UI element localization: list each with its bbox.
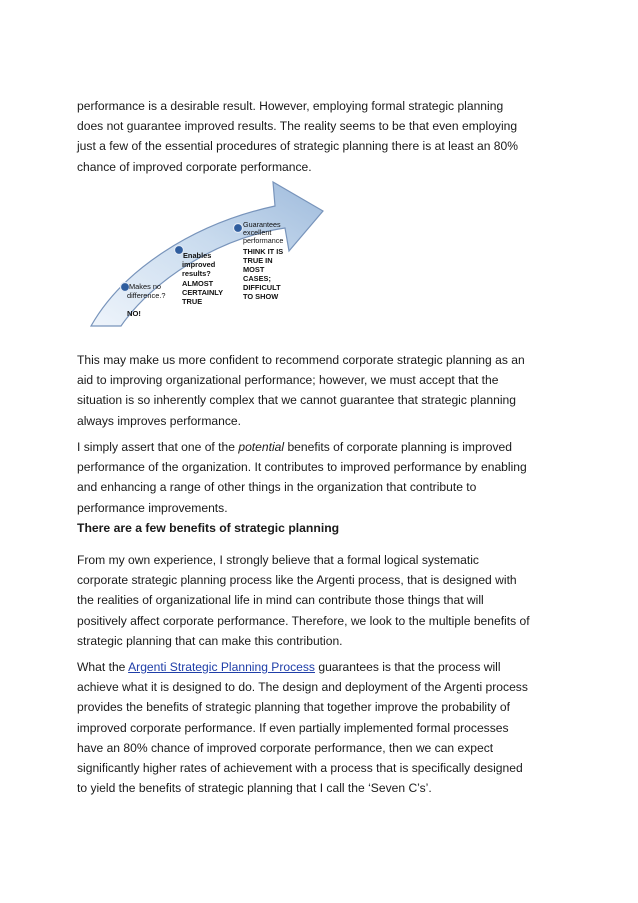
strategic-planning-arrow-diagram — [77, 176, 337, 334]
svg-text:Guarantees excellent — [243, 220, 283, 245]
text-line: positively affect corporate performance. Therefore, we look to the multiple benefits of — [77, 613, 530, 628]
argenti-process-link[interactable]: Argenti Strategic Planning Process — [128, 660, 315, 674]
stage-2-label-line: Enables — [183, 251, 212, 260]
text-segment: benefits of corporate planning is improved — [284, 440, 512, 454]
stage-3-label-line: Guarantees — [243, 220, 281, 229]
text-line: strategic planning that can make this contribution. — [77, 633, 343, 648]
text-line: and enhancing a range of other things in the organization that contribute to — [77, 480, 477, 495]
stage-3-verdict-line: THINK IT IS — [243, 247, 284, 256]
text-segment: What the — [77, 660, 129, 674]
experience-paragraph — [77, 550, 569, 651]
text-line: significantly higher rates of achievement with a process that is specifically designed — [77, 761, 523, 776]
text-line: aid to improving organizational performance; however, we must accept that the — [77, 373, 499, 388]
stage-3-verdict-line: MOST — [243, 265, 265, 274]
text-line: just a few of the essential procedures of strategic planning there is at least an 80% — [77, 139, 519, 154]
text-line: This may make us more confident to recommend corporate strategic planning as an — [77, 353, 525, 367]
text-line: chance of improved corporate performance. — [77, 159, 312, 174]
text-line: From my own experience, I strongly believe that a formal logical systematic — [77, 553, 479, 567]
text-line: have an 80% chance of improved corporate performance, then we can expect — [77, 740, 494, 755]
text-line: achieve what it is designed to do. The design and deployment of the Argenti process — [77, 680, 528, 695]
section-heading: There are a few benefits of strategic planning — [77, 521, 340, 535]
emphasis-text: potential — [238, 440, 285, 454]
text-line: does not guarantee improved results. The reality seems to be that even employing — [77, 119, 518, 134]
text-line: provides the benefits of strategic planning that together improve the probability of — [77, 700, 510, 715]
stage-3-verdict-line: TRUE IN — [243, 256, 273, 265]
stage-2-verdict-line: CERTAINLY — [182, 288, 223, 297]
svg-text:Makes no difference.? — [127, 282, 166, 300]
svg-text:Enables improved r — [182, 251, 225, 306]
intro-paragraph — [77, 96, 569, 177]
text-line: performance of the organization. It contributes to improved performance by enabling — [77, 460, 527, 475]
text-line: to yield the benefits of strategic planning that I call the ‘Seven C’s’. — [77, 781, 432, 796]
svg-text:THINK IT IS TRUE IN — [243, 247, 285, 301]
assertion-paragraph — [77, 437, 569, 518]
stage-3-verdict-line: DIFFICULT — [243, 283, 281, 292]
svg-text:NO! — [127, 309, 141, 318]
text-segment: I simply assert that one of the — [77, 440, 239, 454]
stage-1-verdict: NO! — [127, 309, 141, 318]
text-line: performance is a desirable result. However, employing formal strategic planning — [77, 99, 504, 113]
confidence-paragraph — [77, 350, 569, 431]
text-line: the realities of organizational life in mind can contribute those things that will — [77, 593, 484, 608]
stage-3-label-line: performance — [243, 236, 284, 245]
stage-3-verdict-line: TO SHOW — [243, 292, 279, 301]
stage-3-label-line: excellent — [243, 228, 272, 237]
text-line: improved corporate performance. If even partially implemented formal processes — [77, 720, 509, 735]
stage-1-label-line: Makes no — [129, 282, 162, 291]
text-segment: guarantees is that the process will — [314, 660, 501, 674]
argenti-paragraph — [77, 657, 569, 798]
text-line — [77, 437, 569, 457]
stage-1-label-line: difference.? — [127, 291, 166, 300]
text-line: performance improvements. — [77, 500, 228, 515]
text-line — [77, 657, 569, 677]
text-line: always improves performance. — [77, 413, 241, 428]
text-line: corporate strategic planning process like the Argenti process, that is designed with — [77, 573, 517, 588]
stage-2-verdict-line: TRUE — [182, 297, 203, 306]
text-line: situation is so inherently complex that we cannot guarantee that strategic planning — [77, 393, 517, 408]
stage-3-verdict-line: CASES; — [243, 274, 271, 283]
stage-2-label-line: improved — [182, 260, 216, 269]
stage-2-label-line: results? — [182, 269, 211, 278]
stage-3-bullet-icon — [234, 224, 243, 233]
stage-2-verdict-line: ALMOST — [182, 279, 214, 288]
